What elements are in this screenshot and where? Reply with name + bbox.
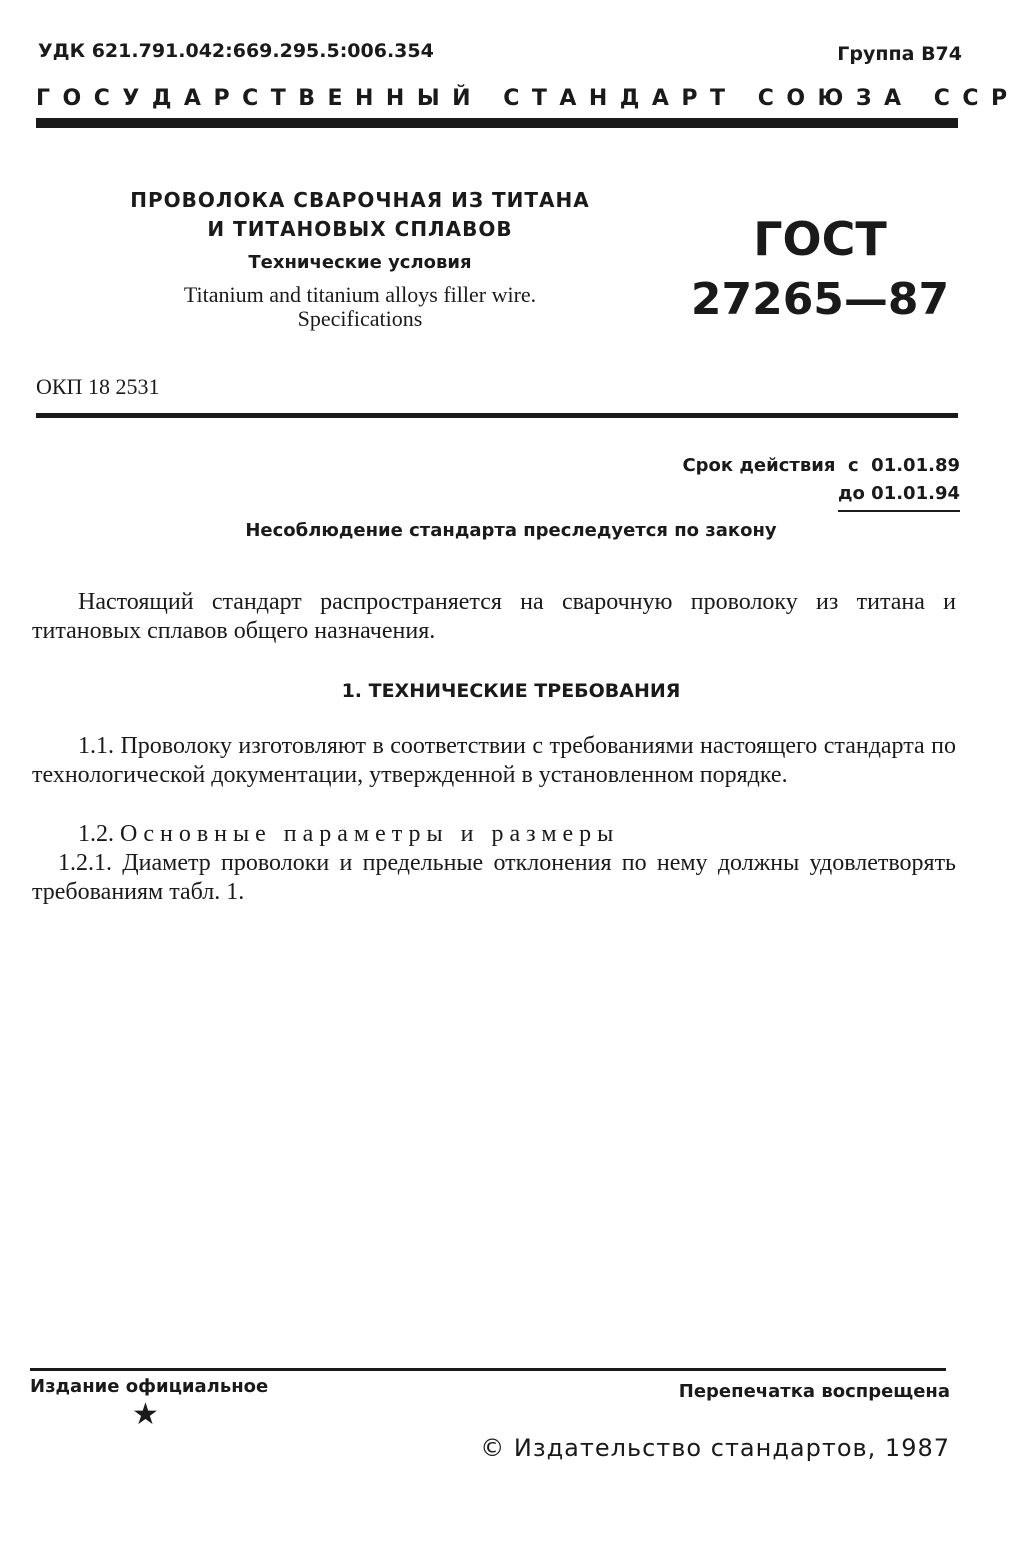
gost-number: 27265—87	[690, 274, 950, 325]
validity-from-row	[682, 452, 960, 480]
middle-rule	[36, 413, 958, 418]
title-block	[80, 186, 640, 331]
validity-period	[682, 452, 960, 512]
section-1-title: 1. ТЕХНИЧЕСКИЕ ТРЕБОВАНИЯ	[341, 680, 681, 702]
intro-paragraph: Настоящий стандарт распространяется на сварочную проволоку из титана и титановых сплавов общего назначения.	[32, 589, 956, 644]
official-edition: Издание официальное	[30, 1376, 269, 1397]
english-title-line-2: Specifications	[297, 306, 423, 331]
subtitle: Технические условия	[248, 252, 472, 273]
state-standard-heading: ГОСУДАРСТВЕННЫЙ СТАНДАРТ СОЮЗА ССР	[36, 86, 1020, 111]
paragraph-1-2-number: 1.2.	[78, 821, 114, 847]
gost-label: ГОСТ	[753, 212, 887, 266]
validity-from-date: 01.01.89	[871, 455, 960, 476]
title-line-2: И ТИТАНОВЫХ СПЛАВОВ	[207, 217, 513, 241]
validity-from-label: с	[847, 455, 859, 476]
group-code: Группа В74	[837, 43, 962, 65]
validity-to-date: 01.01.94	[871, 483, 960, 504]
law-notice: Несоблюдение стандарта преследуется по закону	[245, 520, 777, 541]
english-title-line-1: Titanium and titanium alloys filler wire.	[183, 282, 537, 307]
bottom-rule	[30, 1368, 946, 1371]
udk-code: УДК 621.791.042:669.295.5:006.354	[38, 40, 434, 62]
validity-to	[838, 480, 960, 512]
top-rule	[36, 118, 958, 128]
title-line-1: ПРОВОЛОКА СВАРОЧНАЯ ИЗ ТИТАНА	[130, 188, 590, 212]
validity-prefix: Срок действия	[682, 455, 836, 476]
star-icon: ★	[132, 1397, 159, 1432]
validity-to-label: до	[837, 483, 865, 504]
reprint-notice: Перепечатка воспрещена	[678, 1381, 950, 1402]
paragraph-1-2-text: Основные параметры и размеры	[120, 821, 620, 847]
paragraph-1-2-1: 1.2.1. Диаметр проволоки и предельные отклонения по нему должны удовлетворять требованиям табл. 1.	[32, 850, 956, 905]
okp-code: ОКП 18 2531	[36, 374, 160, 399]
paragraph-1-2	[32, 820, 956, 849]
paragraph-1-1: 1.1. Проволоку изготовляют в соответствии с требованиями настоящего стандарта по технологической документации, утвержденной в установленном порядке.	[32, 733, 956, 788]
copyright: © Издательство стандартов, 1987	[480, 1434, 950, 1462]
validity-to-row	[682, 480, 960, 512]
